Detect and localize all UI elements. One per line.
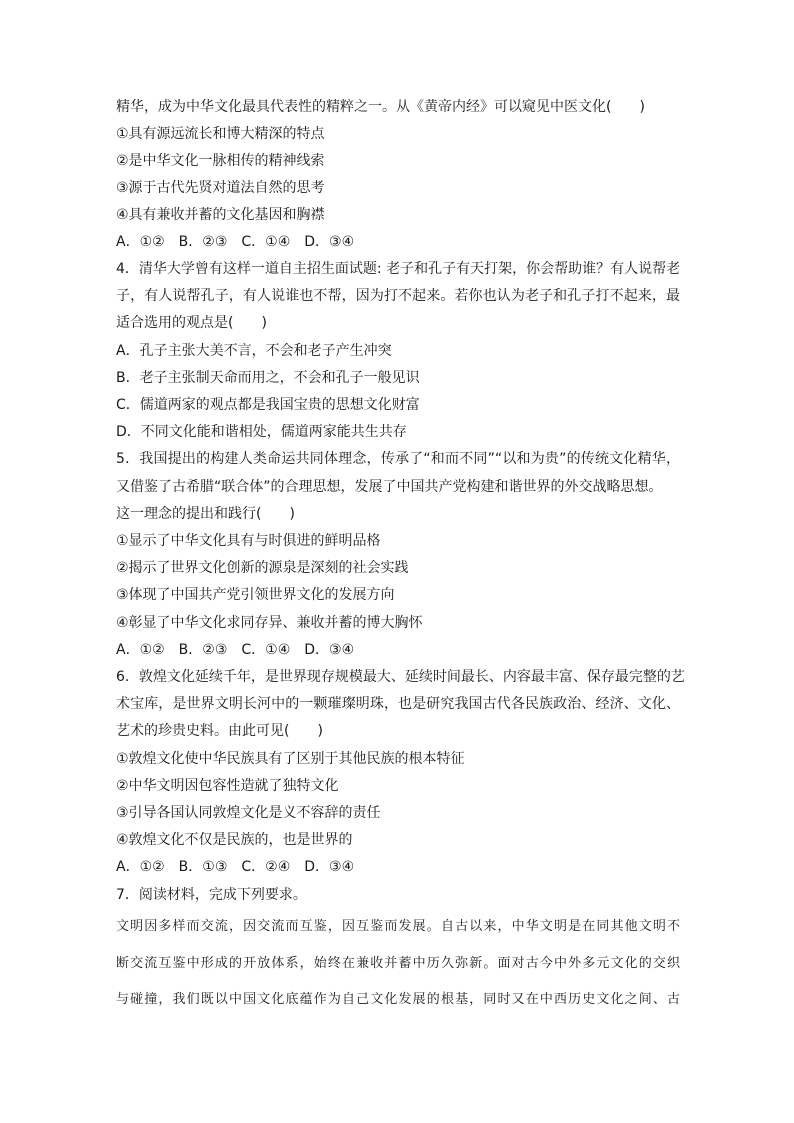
question-4-stem-line-2: 子，有人说帮孔子，有人说谁也不帮，因为打不起来。若你也认为老子和孔子打不起来，最 <box>116 288 680 304</box>
q3-statement-2: ②是中华文化一脉相传的精神线索 <box>116 153 325 169</box>
q4-option-a: A．孔子主张大美不言，不会和老子产生冲突 <box>116 343 392 359</box>
q7-material-line-3: 与碰撞，我们既以中国文化底蕴作为自己文化发展的根基，同时又在中西历史文化之间、古 <box>116 992 680 1007</box>
q3-statement-4: ④具有兼收并蓄的文化基因和胸襟 <box>116 207 325 223</box>
question-5-stem-line-1: 5．我国提出的构建人类命运共同体理念，传承了“和而不同”“以和为贵”的传统文化精华， <box>116 451 680 467</box>
q3-statement-1: ①具有源远流长和博大精深的特点 <box>116 126 325 142</box>
q3-options: A．①② B．②③ C．①④ D．③④ <box>116 234 355 250</box>
question-6-stem-line-3: 艺术的珍贵史料。由此可见( ) <box>116 723 323 739</box>
q4-option-c: C．儒道两家的观点都是我国宝贵的思想文化财富 <box>116 397 420 413</box>
question-5-stem-line-2: 又借鉴了古希腊“联合体”的合理思想，发展了中国共产党构建和谐世界的外交战略思想。 <box>116 479 663 495</box>
question-6-stem-line-1: 6．敦煌文化延续千年，是世界现存规模最大、延续时间最长、内容最丰富、保存最完整的艺 <box>116 669 685 685</box>
q5-statement-1: ①显示了中华文化具有与时俱进的鲜明品格 <box>116 533 381 549</box>
q7-material-line-2: 断交流互鉴中形成的开放体系，始终在兼收并蓄中历久弥新。面对古今中外多元文化的交织 <box>116 956 680 971</box>
q6-statement-4: ④敦煌文化不仅是民族的，也是世界的 <box>116 832 353 848</box>
question-4-stem-line-3: 适合选用的观点是( ) <box>116 315 267 331</box>
question-7-stem: 7．阅读材料，完成下列要求。 <box>116 887 307 903</box>
q5-statement-3: ③体现了中国共产党引领世界文化的发展方向 <box>116 587 395 603</box>
q6-statement-3: ③引导各国认同敦煌文化是义不容辞的责任 <box>116 805 381 821</box>
question-4-stem-line-1: 4．清华大学曾有这样一道自主招生面试题: 老子和孔子有天打架，你会帮助谁？有人说帮老 <box>116 261 681 277</box>
q7-material-line-1: 文明因多样而交流，因交流而互鉴，因互鉴而发展。自古以来，中华文明是在同其他文明不 <box>116 919 680 934</box>
question-5-stem-line-3: 这一理念的提出和践行( ) <box>116 506 295 522</box>
q4-option-b: B．老子主张制天命而用之，不会和孔子一般见识 <box>116 370 420 386</box>
question-3-stem-continuation: 精华，成为中华文化最具代表性的精粹之一。从《黄帝内经》可以窥见中医文化( ) <box>116 99 645 115</box>
question-6-stem-line-2: 术宝库，是世界文明长河中的一颗璀璨明珠，也是研究我国古代各民族政治、经济、文化、 <box>116 696 680 712</box>
q5-options: A．①② B．②③ C．①④ D．③④ <box>116 642 355 658</box>
q5-statement-4: ④彰显了中华文化求同存异、兼收并蓄的博大胸怀 <box>116 615 423 631</box>
q6-options: A．①② B．①③ C．②④ D．③④ <box>116 859 355 875</box>
q6-statement-1: ①敦煌文化使中华民族具有了区别于其他民族的根本特征 <box>116 751 465 767</box>
q4-option-d: D．不同文化能和谐相处，儒道两家能共生共存 <box>116 424 407 440</box>
q3-statement-3: ③源于古代先贤对道法自然的思考 <box>116 180 325 196</box>
q6-statement-2: ②中华文明因包容性造就了独特文化 <box>116 778 339 794</box>
q5-statement-2: ②揭示了世界文化创新的源泉是深刻的社会实践 <box>116 560 409 576</box>
